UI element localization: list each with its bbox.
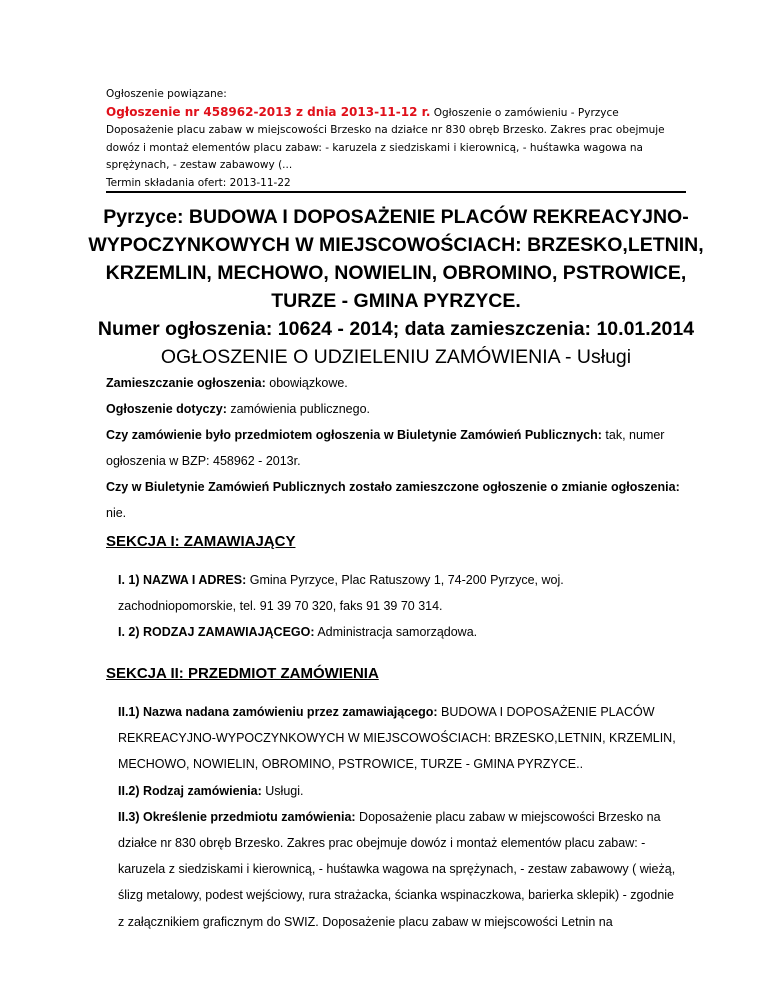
- field-publication: Zamieszczanie ogłoszenia: obowiązkowe.: [106, 376, 348, 390]
- notice-fields: [106, 370, 686, 526]
- related-summary: Ogłoszenie o zamówieniu - Pyrzyce Doposażenie placu zabaw w miejscowości Brzesko na działce nr 830 obręb Brzesko. Zakres prac obejmuje dowóz i montaż elementów placu zabaw: - karuzela z siedziskami i kierownicą, - huśtawka wagowa na sprężynach, - zestaw zabawowy (...: [106, 106, 665, 171]
- related-header: Ogłoszenie powiązane:: [106, 88, 227, 100]
- field-contract-subject: II.3) Określenie przedmiotu zamówienia: Doposażenie placu zabaw w miejscowości Brzesko na działce nr 830 obręb Brzesko. Zakres prac obejmuje dowóz i montaż elementów placu zabaw: - karuzela z siedziskami i kierownicą, - huśtawka wagowa na sprężynach, - zestaw zabawowy ( wieżą, ślizg metalowy, podest wejściowy, rura strażacka, ścianka wspinaczkowa, barierka sklepik) - zgodnie z załącznikiem graficznym do SWIZ. Doposażenie placu zabaw w miejscowości Letnin na: [118, 809, 676, 929]
- title-number-line: Numer ogłoszenia: 10624 - 2014; data zamieszczenia: 10.01.2014: [97, 318, 695, 340]
- field-contract-type: II.2) Rodzaj zamówienia: Usługi.: [118, 783, 304, 798]
- related-deadline: Termin składania ofert: 2013-11-22: [106, 176, 291, 189]
- field-concerns: Ogłoszenie dotyczy: zamówienia publicznego.: [106, 402, 371, 416]
- page-title: [86, 203, 706, 371]
- divider: [106, 191, 686, 193]
- title-main: Pyrzyce: BUDOWA I DOPOSAŻENIE PLACÓW REKREACYJNO-WYPOCZYNKOWYCH W MIEJSCOWOŚCIACH: BRZESKO,LETNIN, KRZEMLIN, MECHOWO, NOWIELIN, OBROMINO, PSTROWICE, TURZE - GMINA PYRZYCE.: [88, 206, 704, 312]
- field-contracting-type: I. 2) RODZAJ ZAMAWIAJĄCEGO: Administracja samorządowa.: [118, 625, 478, 640]
- section-1-content: [118, 567, 678, 646]
- title-type-line: OGŁOSZENIE O UDZIELENIU ZAMÓWIENIA - Usługi: [160, 346, 632, 368]
- related-notice: [106, 86, 686, 192]
- field-contract-name: II.1) Nazwa nadana zamówieniu przez zamawiającego: BUDOWA I DOPOSAŻENIE PLACÓW REKREACYJNO-WYPOCZYNKOWYCH W MIEJSCOWOŚCIACH: BRZESKO,LETNIN, KRZEMLIN, MECHOWO, NOWIELIN, OBROMINO, PSTROWICE, TURZE - GMINA PYRZYCE..: [118, 705, 676, 772]
- section-2-content: [118, 699, 678, 935]
- field-bzp-notice: Czy zamówienie było przedmiotem ogłoszenia w Biuletynie Zamówień Publicznych: tak, numer ogłoszenia w BZP: 458962 - 2013r.: [106, 428, 665, 468]
- field-change-notice: Czy w Biuletynie Zamówień Publicznych zostało zamieszczone ogłoszenie o zmianie ogłoszenia: nie.: [106, 480, 680, 520]
- section-1-heading: SEKCJA I: ZAMAWIAJĄCY: [106, 533, 296, 550]
- related-summary-block: [106, 104, 686, 175]
- related-notice-link[interactable]: Ogłoszenie nr 458962-2013 z dnia 2013-11-12 r.: [106, 104, 431, 119]
- section-2-heading: SEKCJA II: PRZEDMIOT ZAMÓWIENIA: [106, 665, 379, 682]
- field-name-address: I. 1) NAZWA I ADRES: Gmina Pyrzyce, Plac Ratuszowy 1, 74-200 Pyrzyce, woj. zachodniopomorskie, tel. 91 39 70 320, faks 91 39 70 314.: [118, 573, 564, 614]
